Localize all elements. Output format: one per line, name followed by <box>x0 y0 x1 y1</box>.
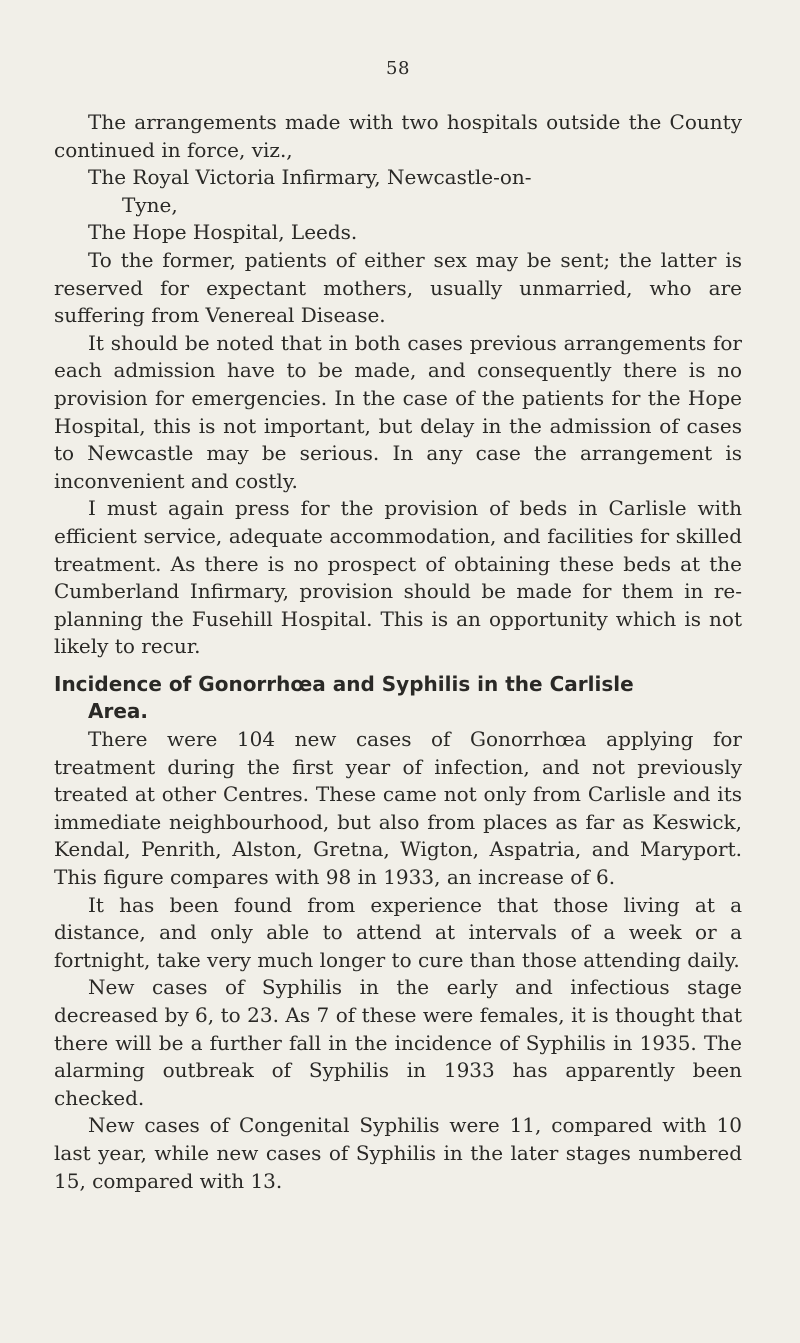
paragraph-syphilis-early: New cases of Syphilis in the early and infectious stage decreased by 6, to 23. As 7 of these were females, it is thought that there will be a further fall in the incidence of Syphilis in 1935. The alarming outbreak of Syphilis in 1933 has apparently been checked. <box>54 975 742 1110</box>
paragraph-hospital-arrangements: The arrangements made with two hospitals outside the County continued in force, viz., <box>54 110 742 162</box>
list-item-royal-victoria-cont: Tyne, <box>122 192 178 217</box>
section-heading <box>54 671 742 726</box>
paragraph-congenital-syphilis: New cases of Congenital Syphilis were 11, compared with 10 last year, while new cases of Syphilis in the later stages numbered 15, compared with 13. <box>54 1113 742 1193</box>
section-heading-line-2: Area. <box>88 699 148 724</box>
list-item-hope-hospital: The Hope Hospital, Leeds. <box>88 220 358 245</box>
section-heading-line-1: Incidence of Gonorrhœa and Syphilis in the Carlisle <box>54 671 634 696</box>
document-page <box>54 58 742 1195</box>
paragraph-beds-carlisle: I must again press for the provision of beds in Carlisle with efficient service, adequate accommodation, and facilities for skilled treatment. As there is no prospect of obtaining these beds at the Cumberland Infirmary, provision should be made for them in re-planning the Fusehill Hospital. This is an opportunity which is not likely to recur. <box>54 496 742 659</box>
paragraph-gonorrhoea-cases: There were 104 new cases of Gonorrhœa applying for treatment during the first year of infection, and not previously treated at other Centres. These came not only from Carlisle and its immediate neighbourhood, but also from places as far as Keswick, Kendal, Penrith, Alston, Gretna, Wigton, Aspatria, and Maryport. This figure compares with 98 in 1933, an increase of 6. <box>54 727 742 890</box>
paragraph-distance: It has been found from experience that those living at a distance, and only able to attend at intervals of a week or a fortnight, take very much longer to cure than those attending daily. <box>54 892 742 972</box>
paragraph-previous-arrangements: It should be noted that in both cases previous arrangements for each admission have to be made, and consequently there is no provision for emergencies. In the case of the patients for the Hope Hospital, this is not important, but delay in the admission of cases to Newcastle may be serious. In any case the arrangement is inconvenient and costly. <box>54 330 742 493</box>
list-item-royal-victoria: The Royal Victoria Infirmary, Newcastle-on- <box>88 165 532 190</box>
paragraph-patients: To the former, patients of either sex may be sent; the latter is reserved for expectant mothers, usually unmarried, who are suffering from Venereal Disease. <box>54 247 742 328</box>
page-number: 58 <box>386 58 410 79</box>
